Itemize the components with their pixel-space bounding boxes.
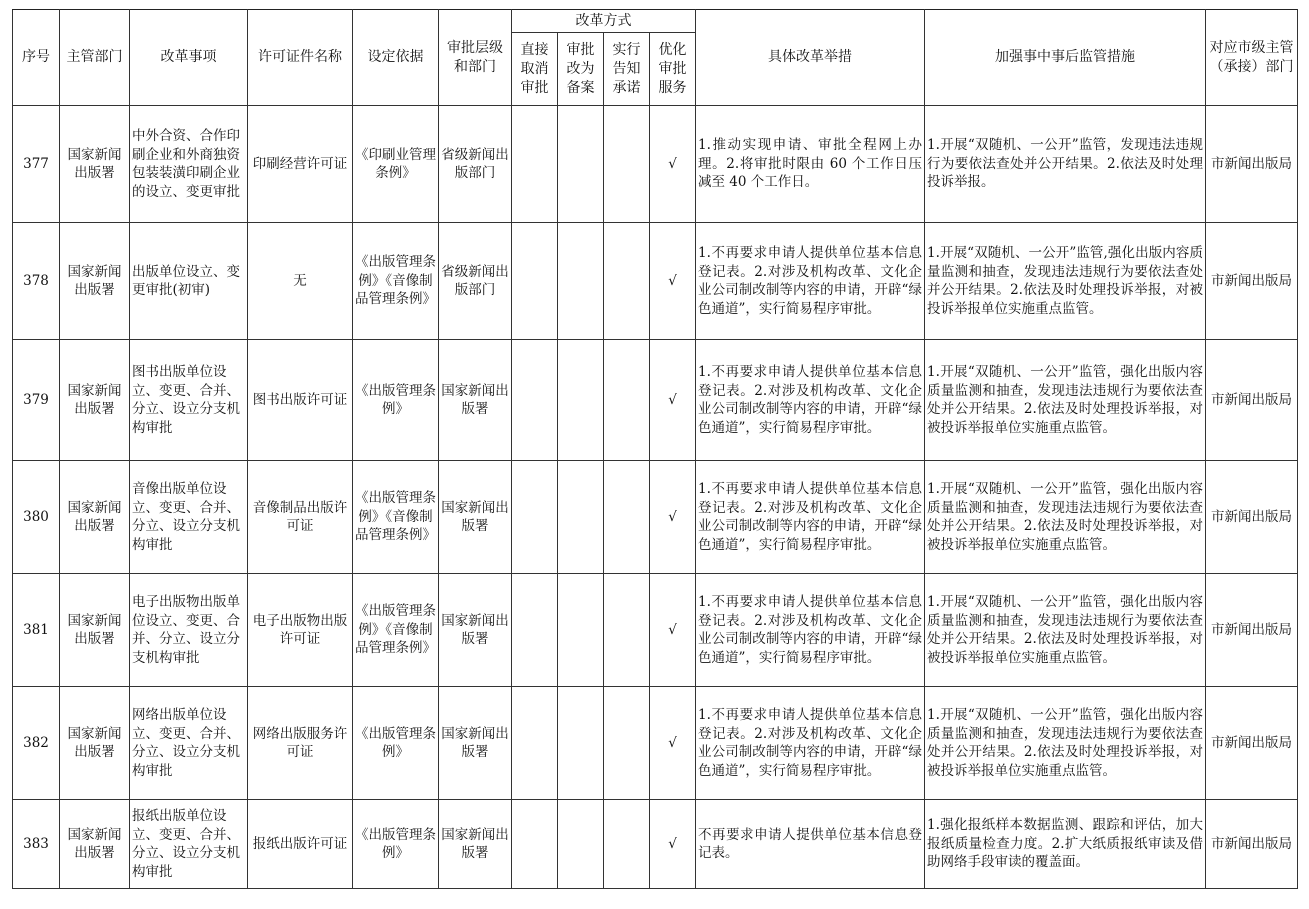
cell-seq: 379 xyxy=(13,340,60,461)
cell-license: 报纸出版许可证 xyxy=(248,800,353,889)
cell-measures: 不再要求申请人提供单位基本信息登记表。 xyxy=(696,800,925,889)
cell-supervision: 1.开展“双随机、一公开”监管，发现违法违规行为要依法查处并公开结果。2.依法及时处理投诉举报。 xyxy=(925,106,1206,223)
cell-optimize-check: √ xyxy=(650,340,696,461)
cell-city-dept: 市新闻出版局 xyxy=(1206,574,1298,687)
cell-level: 国家新闻出版署 xyxy=(439,687,512,800)
cell-filing xyxy=(558,800,604,889)
cell-filing xyxy=(558,574,604,687)
cell-basis: 《出版管理条例》 xyxy=(353,800,439,889)
cell-city-dept: 市新闻出版局 xyxy=(1206,106,1298,223)
cell-license: 网络出版服务许可证 xyxy=(248,687,353,800)
cell-level: 国家新闻出版署 xyxy=(439,461,512,574)
table-row xyxy=(13,687,1298,800)
cell-basis: 《出版管理条例》 xyxy=(353,687,439,800)
reform-table-sheet xyxy=(12,9,1298,889)
cell-city-dept: 市新闻出版局 xyxy=(1206,800,1298,889)
cell-item: 网络出版单位设立、变更、合并、分立、设立分支机构审批 xyxy=(130,687,248,800)
header-level: 审批层级和部门 xyxy=(439,10,512,106)
cell-license: 电子出版物出版许可证 xyxy=(248,574,353,687)
header-filing: 审批改为备案 xyxy=(558,33,604,106)
cell-level: 国家新闻出版署 xyxy=(439,340,512,461)
cell-cancel xyxy=(512,687,558,800)
cell-supervision: 1.开展“双随机、一公开”监管,强化出版内容质量监测和抽查，发现违法违规行为要依法查处并公开结果。2.依法及时处理投诉举报，对被投诉举报单位实施重点监管。 xyxy=(925,223,1206,340)
cell-promise xyxy=(604,687,650,800)
header-basis: 设定依据 xyxy=(353,10,439,106)
cell-cancel xyxy=(512,340,558,461)
cell-promise xyxy=(604,223,650,340)
cell-optimize-check: √ xyxy=(650,574,696,687)
cell-optimize-check: √ xyxy=(650,106,696,223)
table-row xyxy=(13,800,1298,889)
cell-filing xyxy=(558,687,604,800)
cell-city-dept: 市新闻出版局 xyxy=(1206,340,1298,461)
cell-level: 国家新闻出版署 xyxy=(439,800,512,889)
cell-supervision: 1.强化报纸样本数据监测、跟踪和评估，加大报纸质量检查力度。2.扩大纸质报纸审读及借助网络手段审读的覆盖面。 xyxy=(925,800,1206,889)
cell-filing xyxy=(558,223,604,340)
cell-level: 省级新闻出版部门 xyxy=(439,106,512,223)
cell-level: 国家新闻出版署 xyxy=(439,574,512,687)
cell-basis: 《出版管理条例》《音像制品管理条例》 xyxy=(353,574,439,687)
cell-license: 无 xyxy=(248,223,353,340)
cell-filing xyxy=(558,106,604,223)
cell-measures: 1.不再要求申请人提供单位基本信息登记表。2.对涉及机构改革、文化企业公司制改制等内容的申请，开辟“绿色通道”，实行简易程序审批。 xyxy=(696,461,925,574)
cell-dept: 国家新闻出版署 xyxy=(60,687,130,800)
cell-dept: 国家新闻出版署 xyxy=(60,461,130,574)
header-supervision: 加强事中事后监管措施 xyxy=(925,10,1206,106)
cell-dept: 国家新闻出版署 xyxy=(60,574,130,687)
cell-filing xyxy=(558,340,604,461)
cell-license: 图书出版许可证 xyxy=(248,340,353,461)
table-row xyxy=(13,106,1298,223)
table-row xyxy=(13,461,1298,574)
cell-supervision: 1.开展“双随机、一公开”监管，强化出版内容质量监测和抽查，发现违法违规行为要依法查处并公开结果。2.依法及时处理投诉举报，对被投诉举报单位实施重点监管。 xyxy=(925,340,1206,461)
cell-supervision: 1.开展“双随机、一公开”监管，强化出版内容质量监测和抽查，发现违法违规行为要依法查处并公开结果。2.依法及时处理投诉举报，对被投诉举报单位实施重点监管。 xyxy=(925,574,1206,687)
cell-basis: 《印刷业管理条例》 xyxy=(353,106,439,223)
cell-city-dept: 市新闻出版局 xyxy=(1206,687,1298,800)
cell-supervision: 1.开展“双随机、一公开”监管，强化出版内容质量监测和抽查，发现违法违规行为要依法查处并公开结果。2.依法及时处理投诉举报，对被投诉举报单位实施重点监管。 xyxy=(925,687,1206,800)
header-measures: 具体改革举措 xyxy=(696,10,925,106)
cell-basis: 《出版管理条例》 xyxy=(353,340,439,461)
cell-item: 电子出版物出版单位设立、变更、合并、分立、设立分支机构审批 xyxy=(130,574,248,687)
cell-promise xyxy=(604,106,650,223)
cell-measures: 1.不再要求申请人提供单位基本信息登记表。2.对涉及机构改革、文化企业公司制改制等内容的申请，开辟“绿色通道”，实行简易程序审批。 xyxy=(696,574,925,687)
cell-promise xyxy=(604,574,650,687)
cell-license: 音像制品出版许可证 xyxy=(248,461,353,574)
cell-supervision: 1.开展“双随机、一公开”监管，强化出版内容质量监测和抽查，发现违法违规行为要依法查处并公开结果。2.依法及时处理投诉举报，对被投诉举报单位实施重点监管。 xyxy=(925,461,1206,574)
cell-optimize-check: √ xyxy=(650,223,696,340)
cell-optimize-check: √ xyxy=(650,461,696,574)
header-optimize: 优化审批服务 xyxy=(650,33,696,106)
cell-promise xyxy=(604,340,650,461)
table-row xyxy=(13,340,1298,461)
table-header xyxy=(13,10,1298,106)
cell-item: 音像出版单位设立、变更、合并、分立、设立分支机构审批 xyxy=(130,461,248,574)
cell-cancel xyxy=(512,106,558,223)
cell-item: 图书出版单位设立、变更、合并、分立、设立分支机构审批 xyxy=(130,340,248,461)
cell-license: 印刷经营许可证 xyxy=(248,106,353,223)
cell-optimize-check: √ xyxy=(650,687,696,800)
cell-cancel xyxy=(512,800,558,889)
cell-seq: 380 xyxy=(13,461,60,574)
cell-measures: 1.不再要求申请人提供单位基本信息登记表。2.对涉及机构改革、文化企业公司制改制等内容的申请，开辟“绿色通道”，实行简易程序审批。 xyxy=(696,223,925,340)
cell-basis: 《出版管理条例》《音像制品管理条例》 xyxy=(353,223,439,340)
cell-dept: 国家新闻出版署 xyxy=(60,223,130,340)
cell-basis: 《出版管理条例》《音像制品管理条例》 xyxy=(353,461,439,574)
cell-city-dept: 市新闻出版局 xyxy=(1206,223,1298,340)
cell-dept: 国家新闻出版署 xyxy=(60,800,130,889)
cell-seq: 382 xyxy=(13,687,60,800)
cell-seq: 378 xyxy=(13,223,60,340)
cell-item: 报纸出版单位设立、变更、合并、分立、设立分支机构审批 xyxy=(130,800,248,889)
cell-dept: 国家新闻出版署 xyxy=(60,340,130,461)
cell-promise xyxy=(604,461,650,574)
reform-table xyxy=(12,9,1298,889)
header-dept: 主管部门 xyxy=(60,10,130,106)
cell-item: 中外合资、合作印刷企业和外商独资包装装潢印刷企业的设立、变更审批 xyxy=(130,106,248,223)
cell-seq: 377 xyxy=(13,106,60,223)
header-license: 许可证件名称 xyxy=(248,10,353,106)
cell-city-dept: 市新闻出版局 xyxy=(1206,461,1298,574)
cell-level: 省级新闻出版部门 xyxy=(439,223,512,340)
table-row xyxy=(13,574,1298,687)
table-body xyxy=(13,106,1298,889)
cell-promise xyxy=(604,800,650,889)
cell-cancel xyxy=(512,461,558,574)
cell-seq: 381 xyxy=(13,574,60,687)
header-city-dept: 对应市级主管（承接）部门 xyxy=(1206,10,1298,106)
header-promise: 实行告知承诺 xyxy=(604,33,650,106)
cell-item: 出版单位设立、变更审批(初审) xyxy=(130,223,248,340)
cell-seq: 383 xyxy=(13,800,60,889)
header-reform-mode: 改革方式 xyxy=(512,10,696,33)
header-seq: 序号 xyxy=(13,10,60,106)
header-cancel: 直接取消审批 xyxy=(512,33,558,106)
cell-measures: 1.不再要求申请人提供单位基本信息登记表。2.对涉及机构改革、文化企业公司制改制等内容的申请，开辟“绿色通道”，实行简易程序审批。 xyxy=(696,340,925,461)
cell-measures: 1.推动实现申请、审批全程网上办理。2.将审批时限由 60 个工作日压减至 40 个工作日。 xyxy=(696,106,925,223)
cell-filing xyxy=(558,461,604,574)
table-row xyxy=(13,223,1298,340)
cell-cancel xyxy=(512,223,558,340)
header-item: 改革事项 xyxy=(130,10,248,106)
cell-cancel xyxy=(512,574,558,687)
cell-dept: 国家新闻出版署 xyxy=(60,106,130,223)
cell-optimize-check: √ xyxy=(650,800,696,889)
cell-measures: 1.不再要求申请人提供单位基本信息登记表。2.对涉及机构改革、文化企业公司制改制等内容的申请，开辟“绿色通道”，实行简易程序审批。 xyxy=(696,687,925,800)
